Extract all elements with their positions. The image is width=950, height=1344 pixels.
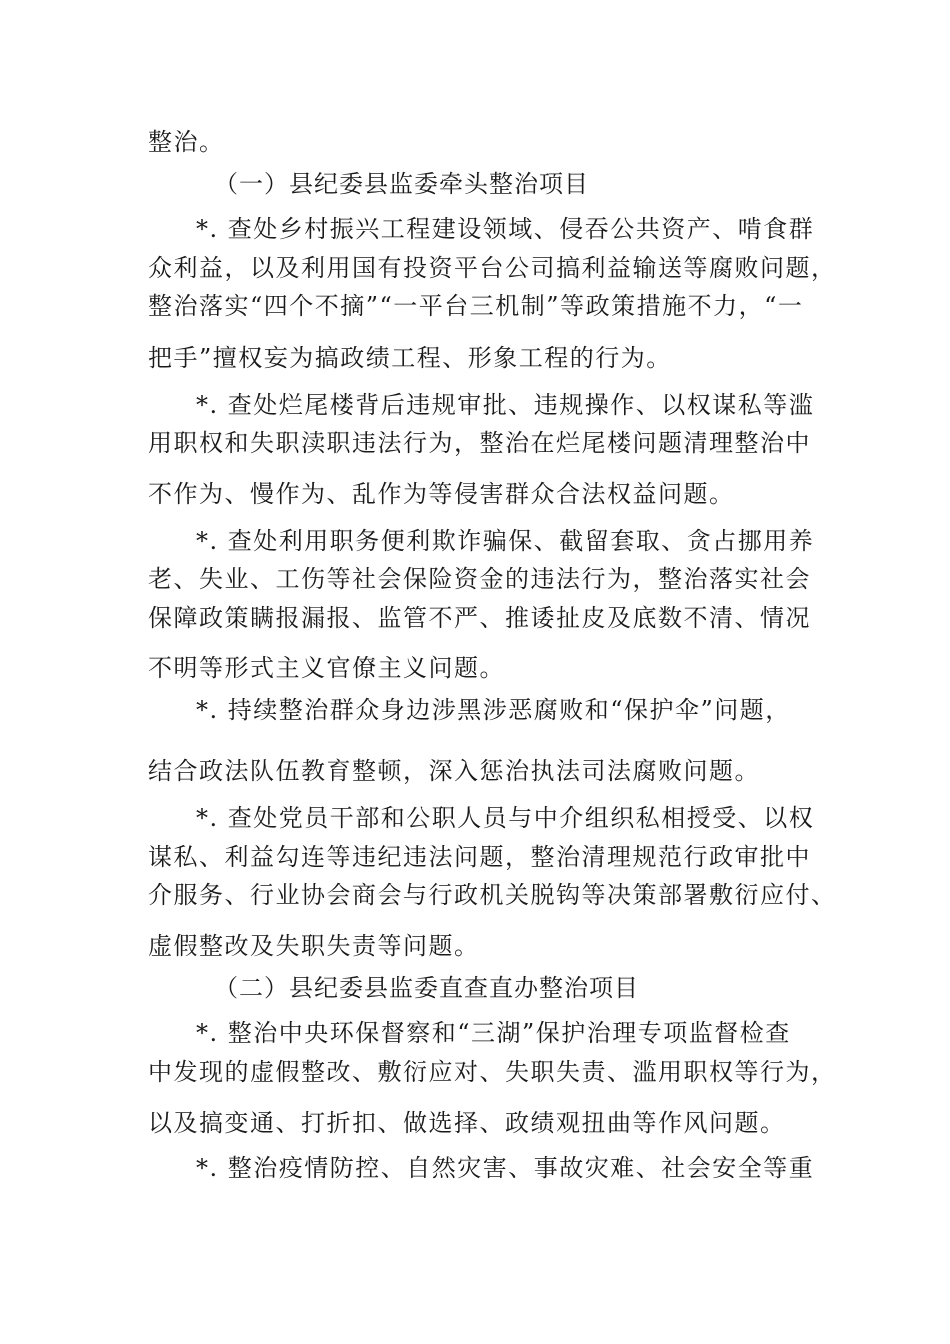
text-line: *. 整治疫情防控、自然灾害、事故灾难、社会安全等重 — [196, 1154, 815, 1182]
text-line: 结合政法队伍教育整顿，深入惩治执法司法腐败问题。 — [148, 757, 760, 785]
text-line: 用职权和失职渎职违法行为，整治在烂尾楼问题清理整治中 — [148, 429, 811, 457]
text-line: 不作为、慢作为、乱作为等侵害群众合法权益问题。 — [148, 480, 735, 508]
text-line: 以及搞变通、打折扣、做选择、政绩观扭曲等作风问题。 — [148, 1109, 786, 1137]
text-line: 介服务、行业协会商会与行政机关脱钩等决策部署敷衍应付、 — [148, 881, 837, 909]
text-line: 众利益，以及利用国有投资平台公司搞利益输送等腐败问题， — [148, 254, 837, 282]
section-heading: （二）县纪委县监委直查直办整治项目 — [214, 974, 639, 1002]
text-line: 虚假整改及失职失责等问题。 — [148, 932, 480, 960]
text-line: 谋私、利益勾连等违纪违法问题，整治清理规范行政审批中 — [148, 843, 811, 871]
text-line: 保障政策瞒报漏报、监管不严、推诿扯皮及底数不清、情况 — [148, 604, 811, 632]
text-line: *. 查处党员干部和公职人员与中介组织私相授受、以权 — [196, 804, 815, 832]
section-heading: （一）县纪委县监委牵头整治项目 — [214, 170, 589, 198]
text-line: *. 查处烂尾楼背后违规审批、违规操作、以权谋私等滥 — [196, 391, 815, 419]
text-line: *. 整治中央环保督察和“三湖”保护治理专项监督检查 — [196, 1019, 791, 1047]
text-line: *. 持续整治群众身边涉黑涉恶腐败和“保护伞”问题， — [196, 696, 791, 724]
text-line: 中发现的虚假整改、敷衍应对、失职失责、滥用职权等行为， — [148, 1058, 837, 1086]
text-line: 老、失业、工伤等社会保险资金的违法行为，整治落实社会 — [148, 565, 811, 593]
text-line: *. 查处乡村振兴工程建设领域、侵吞公共资产、啃食群 — [196, 215, 815, 243]
text-line: 整治落实“四个不摘”“一平台三机制”等政策措施不力，“一 — [148, 292, 804, 320]
text-line: 把手”擅权妄为搞政绩工程、形象工程的行为。 — [148, 344, 672, 372]
text-line: 不明等形式主义官僚主义问题。 — [148, 654, 505, 682]
text-line: *. 查处利用职务便利欺诈骗保、截留套取、贪占挪用养 — [196, 527, 815, 555]
text-line: 整治。 — [148, 128, 225, 156]
